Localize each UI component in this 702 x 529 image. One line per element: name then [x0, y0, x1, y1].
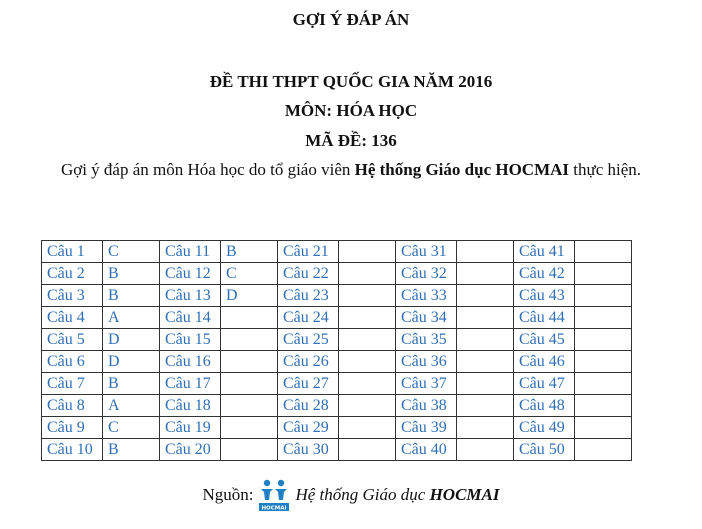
- answer-cell: A: [103, 395, 160, 417]
- question-cell: Câu 46: [514, 351, 575, 373]
- question-cell: Câu 22: [278, 263, 339, 285]
- table-row: [42, 351, 632, 373]
- answer-cell: [457, 263, 514, 285]
- answer-cell: [457, 373, 514, 395]
- exam-title: ĐỀ THI THPT QUỐC GIA NĂM 2016: [209, 72, 493, 91]
- question-cell: Câu 41: [514, 241, 575, 263]
- question-cell: Câu 15: [160, 329, 221, 351]
- table-row: [42, 395, 632, 417]
- question-cell: Câu 23: [278, 285, 339, 307]
- question-cell: Câu 2: [42, 263, 103, 285]
- answer-cell: [339, 307, 396, 329]
- question-cell: Câu 16: [160, 351, 221, 373]
- question-cell: Câu 14: [160, 307, 221, 329]
- table-row: [42, 329, 632, 351]
- answer-cell: [339, 263, 396, 285]
- question-cell: Câu 25: [278, 329, 339, 351]
- question-cell: Câu 4: [42, 307, 103, 329]
- page-title: GỢI Ý ĐÁP ÁN: [292, 10, 410, 29]
- answer-cell: [575, 263, 632, 285]
- answer-cell: B: [103, 263, 160, 285]
- answer-cell: [457, 439, 514, 461]
- answer-cell: [575, 241, 632, 263]
- answer-cell: [339, 241, 396, 263]
- question-cell: Câu 31: [396, 241, 457, 263]
- source-name-prefix: Hệ thống Giáo dục: [295, 485, 430, 504]
- question-cell: Câu 7: [42, 373, 103, 395]
- question-cell: Câu 38: [396, 395, 457, 417]
- subject-title: MÔN: HÓA HỌC: [284, 101, 418, 120]
- source-label: Nguồn:: [202, 485, 254, 504]
- answer-cell: [339, 417, 396, 439]
- question-cell: Câu 6: [42, 351, 103, 373]
- intro-suffix: thực hiện.: [569, 160, 642, 179]
- intro-prefix: Gợi ý đáp án môn Hóa học do tổ giáo viên: [60, 160, 355, 179]
- question-cell: Câu 32: [396, 263, 457, 285]
- answer-cell: C: [221, 263, 278, 285]
- intro-bold: Hệ thống Giáo dục HOCMAI: [354, 160, 570, 179]
- answer-cell: D: [103, 351, 160, 373]
- answer-cell: C: [103, 417, 160, 439]
- table-row: [42, 263, 632, 285]
- question-cell: Câu 8: [42, 395, 103, 417]
- table-row: [42, 439, 632, 461]
- table-row: [42, 285, 632, 307]
- question-cell: Câu 29: [278, 417, 339, 439]
- exam-code: MÃ ĐỀ: 136: [305, 131, 397, 150]
- table-row: [42, 373, 632, 395]
- question-cell: Câu 19: [160, 417, 221, 439]
- table-row: [42, 241, 632, 263]
- answer-cell: B: [103, 373, 160, 395]
- question-cell: Câu 11: [160, 241, 221, 263]
- answer-cell: [457, 285, 514, 307]
- question-cell: Câu 42: [514, 263, 575, 285]
- question-cell: Câu 45: [514, 329, 575, 351]
- question-cell: Câu 1: [42, 241, 103, 263]
- answer-cell: [339, 373, 396, 395]
- answer-cell: [575, 417, 632, 439]
- answer-cell: A: [103, 307, 160, 329]
- answer-cell: [339, 351, 396, 373]
- answer-cell: [457, 395, 514, 417]
- question-cell: Câu 18: [160, 395, 221, 417]
- question-cell: Câu 43: [514, 285, 575, 307]
- question-cell: Câu 17: [160, 373, 221, 395]
- question-cell: Câu 47: [514, 373, 575, 395]
- source-name: [295, 485, 499, 505]
- answer-cell: [575, 307, 632, 329]
- question-cell: Câu 44: [514, 307, 575, 329]
- question-cell: Câu 30: [278, 439, 339, 461]
- question-cell: Câu 26: [278, 351, 339, 373]
- answer-cell: [339, 395, 396, 417]
- answer-cell: [221, 329, 278, 351]
- question-cell: Câu 27: [278, 373, 339, 395]
- answer-cell: [457, 351, 514, 373]
- answer-cell: [339, 439, 396, 461]
- answer-cell: [339, 329, 396, 351]
- answer-cell: [575, 373, 632, 395]
- answer-cell: D: [221, 285, 278, 307]
- question-cell: Câu 33: [396, 285, 457, 307]
- svg-text:HOCMAI: HOCMAI: [261, 505, 288, 512]
- question-cell: Câu 24: [278, 307, 339, 329]
- answer-cell: [221, 395, 278, 417]
- answer-cell: [221, 439, 278, 461]
- question-cell: Câu 21: [278, 241, 339, 263]
- answer-table: [41, 240, 632, 461]
- question-cell: Câu 20: [160, 439, 221, 461]
- answer-cell: [221, 417, 278, 439]
- answer-cell: [575, 439, 632, 461]
- question-cell: Câu 39: [396, 417, 457, 439]
- question-cell: Câu 40: [396, 439, 457, 461]
- answer-cell: B: [103, 439, 160, 461]
- question-cell: Câu 50: [514, 439, 575, 461]
- question-cell: Câu 10: [42, 439, 103, 461]
- answer-cell: [221, 307, 278, 329]
- hocmai-logo-icon: [257, 478, 291, 512]
- question-cell: Câu 34: [396, 307, 457, 329]
- answer-cell: [457, 307, 514, 329]
- question-cell: Câu 13: [160, 285, 221, 307]
- question-cell: Câu 49: [514, 417, 575, 439]
- answer-cell: [457, 241, 514, 263]
- answer-cell: [575, 351, 632, 373]
- question-cell: Câu 28: [278, 395, 339, 417]
- answer-cell: B: [103, 285, 160, 307]
- answer-cell: [339, 285, 396, 307]
- question-cell: Câu 48: [514, 395, 575, 417]
- table-row: [42, 417, 632, 439]
- intro-paragraph: [0, 160, 702, 180]
- source-name-bold: HOCMAI: [429, 485, 500, 504]
- source-line: [0, 478, 702, 512]
- answer-cell: [575, 395, 632, 417]
- question-cell: Câu 9: [42, 417, 103, 439]
- question-cell: Câu 12: [160, 263, 221, 285]
- question-cell: Câu 37: [396, 373, 457, 395]
- answer-cell: [221, 373, 278, 395]
- answer-cell: [457, 417, 514, 439]
- answer-cell: [221, 351, 278, 373]
- answer-cell: C: [103, 241, 160, 263]
- question-cell: Câu 3: [42, 285, 103, 307]
- question-cell: Câu 5: [42, 329, 103, 351]
- answer-cell: D: [103, 329, 160, 351]
- answer-cell: B: [221, 241, 278, 263]
- answer-cell: [457, 329, 514, 351]
- question-cell: Câu 35: [396, 329, 457, 351]
- table-row: [42, 307, 632, 329]
- question-cell: Câu 36: [396, 351, 457, 373]
- answer-cell: [575, 329, 632, 351]
- answer-cell: [575, 285, 632, 307]
